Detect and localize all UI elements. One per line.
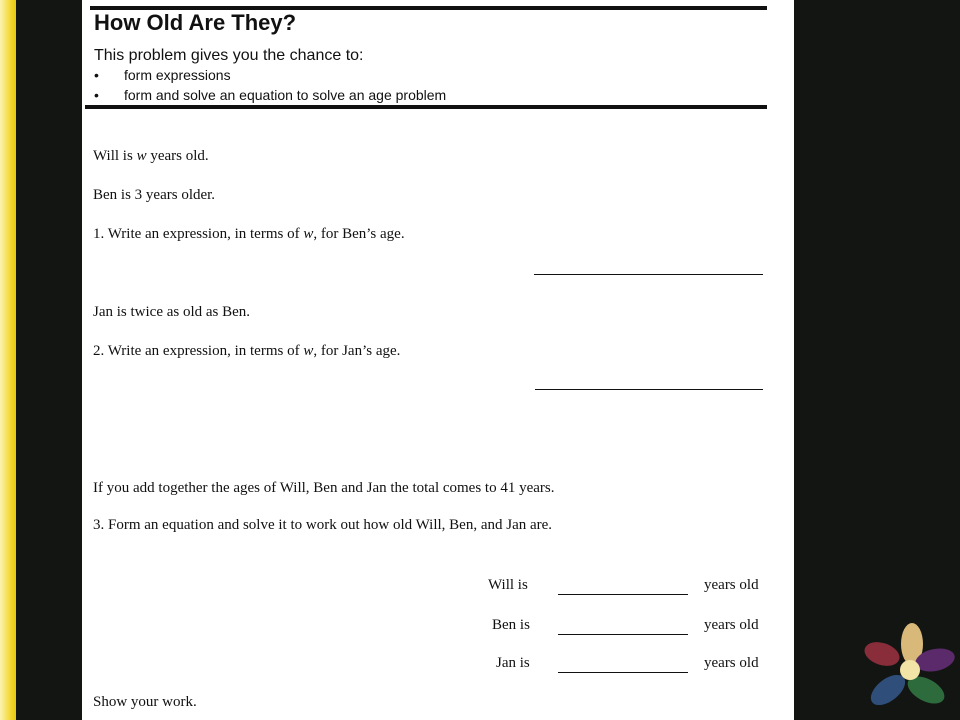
page-title: How Old Are They? (94, 10, 297, 35)
jan-answer-unit: years old (704, 655, 759, 671)
ben-age-statement: Ben is 3 years older. (93, 187, 216, 203)
yellow-accent-band (0, 0, 16, 720)
logo-center (900, 660, 920, 680)
answer-1-blank[interactable] (534, 274, 763, 275)
bullet-icon: • (94, 87, 99, 103)
logo-petal (861, 638, 902, 670)
jan-answer-blank[interactable] (558, 672, 688, 673)
will-answer-unit: years old (704, 577, 759, 593)
intro-text: This problem gives you the chance to: (94, 47, 364, 64)
question-1: 1. Write an expression, in terms of w, for Ben’s age. (93, 226, 405, 242)
variable-w: w (303, 343, 314, 359)
goal-label: form expressions (124, 67, 231, 83)
question-2: 2. Write an expression, in terms of w, for Jan’s age. (93, 343, 401, 359)
flower-logo-icon (860, 622, 956, 714)
bullet-icon: • (94, 67, 99, 83)
ben-answer-label: Ben is (492, 617, 530, 633)
goal-label: form and solve an equation to solve an age problem (124, 87, 447, 103)
will-age-statement: Will is w years old. (93, 148, 209, 164)
variable-w: w (136, 148, 147, 164)
jan-answer-label: Jan is (496, 655, 530, 671)
header-bottom-rule (85, 105, 767, 109)
ben-answer-blank[interactable] (558, 634, 688, 635)
total-statement: If you add together the ages of Will, Ben and Jan the total comes to 41 years. (93, 480, 555, 496)
ben-answer-unit: years old (704, 617, 759, 633)
show-work-instruction: Show your work. (93, 694, 197, 710)
jan-age-statement: Jan is twice as old as Ben. (93, 304, 251, 320)
will-answer-label: Will is (488, 577, 528, 593)
worksheet-page (82, 0, 794, 720)
question-3: 3. Form an equation and solve it to work out how old Will, Ben, and Jan are. (93, 517, 553, 533)
variable-w: w (303, 226, 314, 242)
answer-2-blank[interactable] (535, 389, 763, 390)
will-answer-blank[interactable] (558, 594, 688, 595)
